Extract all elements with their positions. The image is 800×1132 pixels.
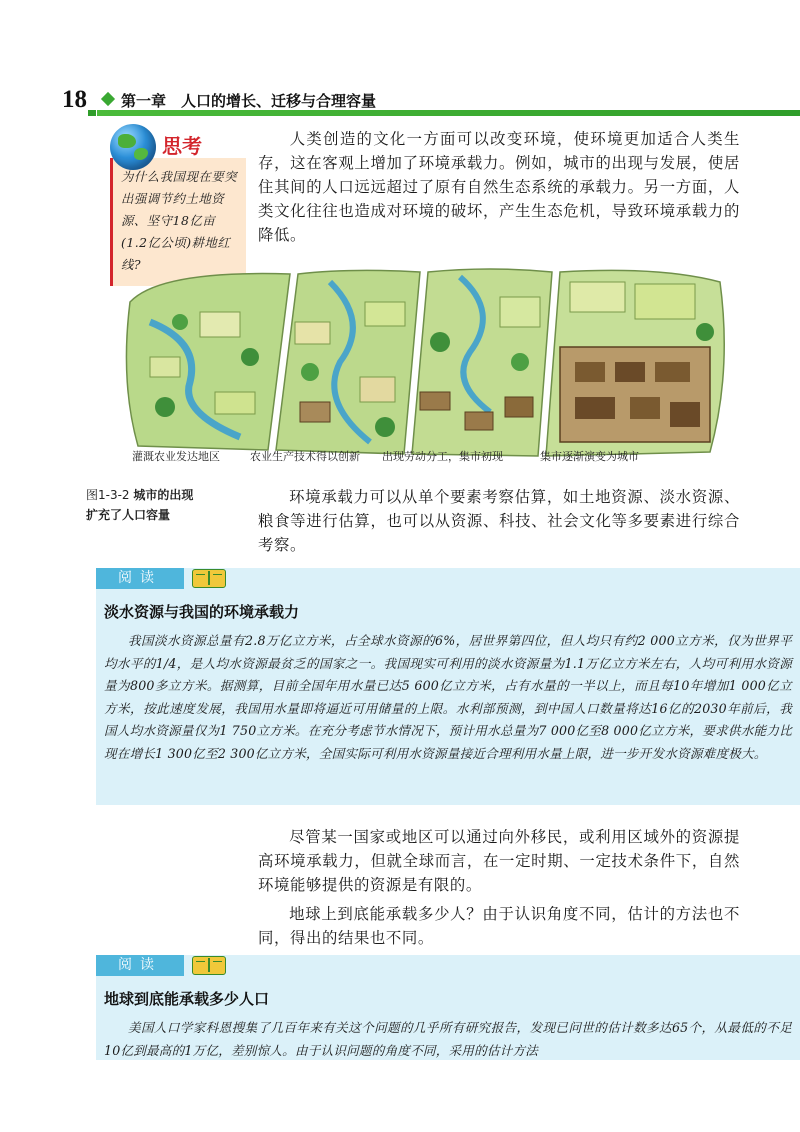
- paragraph-limits: [258, 825, 740, 897]
- chapter-title: 第一章 人口的增长、迁移与合理容量: [121, 92, 377, 110]
- think-label: 思考: [162, 134, 202, 158]
- figure-caption-3: 出现劳动分工，集市初现: [382, 450, 503, 463]
- figure-caption: [86, 485, 246, 525]
- paragraph-question: [258, 902, 740, 950]
- diamond-bullet-icon: [101, 92, 115, 106]
- book-icon: [192, 569, 226, 588]
- reading-text: 美国人口学家科恩搜集了几百年来有关这个问题的几乎所有研究报告，发现已问世的估计数多达65个，从最低的不足10亿到最高的1万亿，差别惊人。由于认识问题的角度不同，采用的估计方法: [104, 1020, 792, 1058]
- reading-tab: 阅读: [96, 955, 184, 976]
- page-number: 18: [62, 86, 87, 113]
- reading-title: 地球到底能承载多少人口: [104, 990, 270, 1008]
- city-evolution-illustration: [120, 262, 730, 458]
- figure-caption-2: 农业生产技术得以创新: [250, 450, 360, 463]
- paragraph-estimation-text: 环境承载力可以从单个要素考察估算，如土地资源、淡水资源、粮食等进行估算，也可以从资源、科技、社会文化等多要素进行综合考察。: [258, 488, 740, 554]
- reading-title: 淡水资源与我国的环境承载力: [104, 603, 300, 621]
- figure-title-line1: 城市的出现: [133, 488, 194, 502]
- page-header: [0, 84, 800, 118]
- reading-tab: 阅读: [96, 568, 184, 589]
- figure-caption-4: 集市逐渐演变为城市: [540, 450, 639, 463]
- figure-label: 图1-3-2: [86, 488, 130, 502]
- reading-text: 我国淡水资源总量有2.8万亿立方米，占全球水资源的6%，居世界第四位，但人均只有约2 000立方米，仅为世界平均水平的1/4，是人均水资源最贫乏的国家之一。我国现实可利用的淡水资源量为1.1万亿立方米左右，人均可利用水资源量为800多立方米。据测算，目前全国年用水量已达5 600亿立方米，占有水量的一半以上，而且每10年增加1 000亿立方米，按此速度发展，我国用水量即将逼近可用储量的上限。水利部预测，到中国人口数量将达16亿的2030年前后，我国人均水资源量仅为1 750立方米。在充分考虑节水情况下，预计用水总量为7 000亿至8 000亿立方米，要求供水能力比现在增长1 300亿至2 300亿立方米，全国实际可利用水资源量接近合理利用水量上限，进一步开发水资源难度极大。: [104, 633, 792, 761]
- paragraph-estimation: [258, 485, 740, 557]
- paragraph-culture-text: 人类创造的文化一方面可以改变环境，使环境更加适合人类生存，这在客观上增加了环境承载力。例如，城市的出现与发展，使居住其间的人口远远超过了原有自然生态系统的承载力。另一方面，人类文化往往也造成对环境的破坏，产生生态危机，导致环境承载力的降低。: [258, 130, 740, 244]
- reading-box-population: [96, 955, 800, 1060]
- globe-icon: [110, 124, 156, 170]
- figure-title-line2: 扩充了人口容量: [86, 508, 171, 522]
- header-rule: [97, 110, 800, 116]
- reading-box-water: [96, 568, 800, 805]
- paragraph-limits-text: 尽管某一国家或地区可以通过向外移民，或利用区域外的资源提高环境承载力，但就全球而言，在一定时期、一定技术条件下，自然环境能够提供的资源是有限的。: [258, 828, 740, 894]
- figure-caption-1: 灌溉农业发达地区: [132, 450, 220, 463]
- paragraph-question-text: 地球上到底能承载多少人？由于认识角度不同，估计的方法也不同，得出的结果也不同。: [258, 905, 740, 947]
- header-rule-left: [88, 110, 96, 116]
- paragraph-culture: [258, 127, 740, 247]
- book-icon: [192, 956, 226, 975]
- think-question: 为什么我国现在要突出强调节约土地资源、坚守18亿亩(1.2亿公顷)耕地红线?: [110, 158, 246, 286]
- figure-panel-captions: [120, 448, 740, 466]
